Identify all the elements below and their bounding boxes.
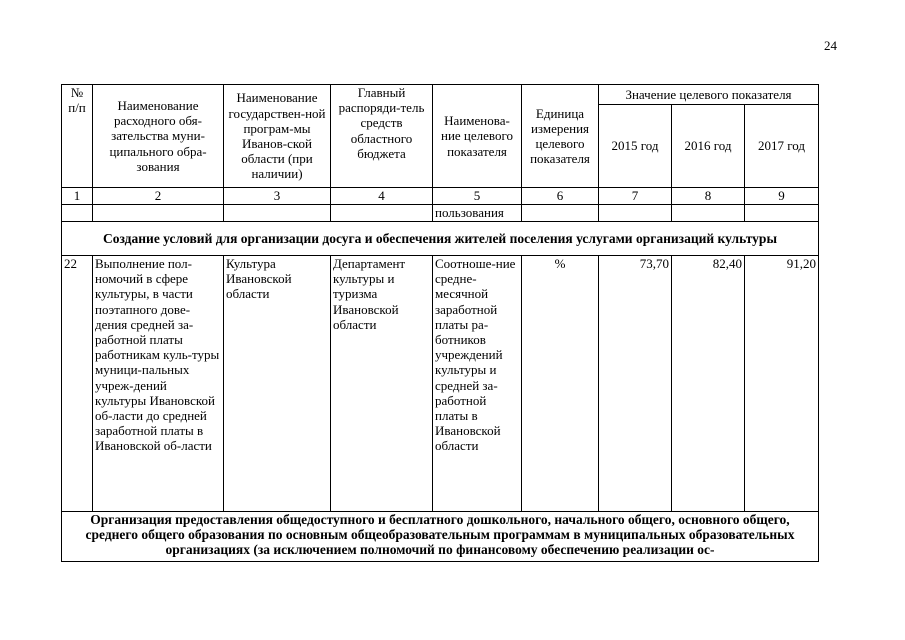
page-number: 24 bbox=[824, 38, 837, 53]
num-cell: 8 bbox=[672, 188, 745, 205]
num-cell: 9 bbox=[745, 188, 819, 205]
header-obligation: Наименование расходного обя-зательства муни-ципального обра-зования bbox=[93, 85, 224, 188]
row-value-2016: 82,40 bbox=[672, 256, 745, 512]
header-unit: Единица измерения целевого показателя bbox=[522, 85, 599, 188]
header-year-2015: 2015 год bbox=[599, 105, 672, 188]
section-heading-culture: Создание условий для организации досуга и обеспечения жителей поселения услугами организаций культуры bbox=[62, 222, 819, 256]
num-cell: 1 bbox=[62, 188, 93, 205]
row-program: Культура Ивановской области bbox=[224, 256, 331, 512]
num-cell: 6 bbox=[522, 188, 599, 205]
num-cell: 3 bbox=[224, 188, 331, 205]
header-year-2016: 2016 год bbox=[672, 105, 745, 188]
numbering-row bbox=[62, 188, 819, 205]
row-indicator: Соотноше-ние средне-месячной заработной платы ра-ботников учреждений культуры и средней за-работной платы в Ивановской области bbox=[433, 256, 522, 512]
header-number: № п/п bbox=[62, 85, 93, 188]
row-value-2017: 91,20 bbox=[745, 256, 819, 512]
row-number: 22 bbox=[62, 256, 93, 512]
row-administrator: Департамент культуры и туризма Ивановской области bbox=[331, 256, 433, 512]
table-row bbox=[62, 256, 819, 512]
header-value-group: Значение целевого показателя bbox=[599, 85, 819, 105]
continuation-row bbox=[62, 205, 819, 222]
num-cell: 5 bbox=[433, 188, 522, 205]
num-cell: 2 bbox=[93, 188, 224, 205]
row-unit: % bbox=[522, 256, 599, 512]
header-program: Наименование государствен-ной програм-мы Иванов-ской области (при наличии) bbox=[224, 85, 331, 188]
section-heading-education: Организация предоставления общедоступного и бесплатного дошкольного, начального общего, основного общего, среднего общего образования по основным общеобразовательным программам в муниципальных образовательных организациях (за исключением полномочий по финансовому обеспечению реализации ос- bbox=[62, 512, 819, 562]
header-administrator: Главный распоряди-тель средств областного бюджета bbox=[331, 85, 433, 188]
num-cell: 4 bbox=[331, 188, 433, 205]
header-year-2017: 2017 год bbox=[745, 105, 819, 188]
row-obligation: Выполнение пол-номочий в сфере культуры, в части поэтапного дове-дения средней за-работной платы работникам куль-туры муници-пальных учреж-дений культуры Ивановской об-ласти до средней заработной платы в Ивановской об-ласти bbox=[93, 256, 224, 512]
header-indicator: Наименова-ние целевого показателя bbox=[433, 85, 522, 188]
row-value-2015: 73,70 bbox=[599, 256, 672, 512]
continuation-indicator: пользования bbox=[433, 205, 522, 222]
num-cell: 7 bbox=[599, 188, 672, 205]
target-indicators-table bbox=[61, 84, 819, 562]
